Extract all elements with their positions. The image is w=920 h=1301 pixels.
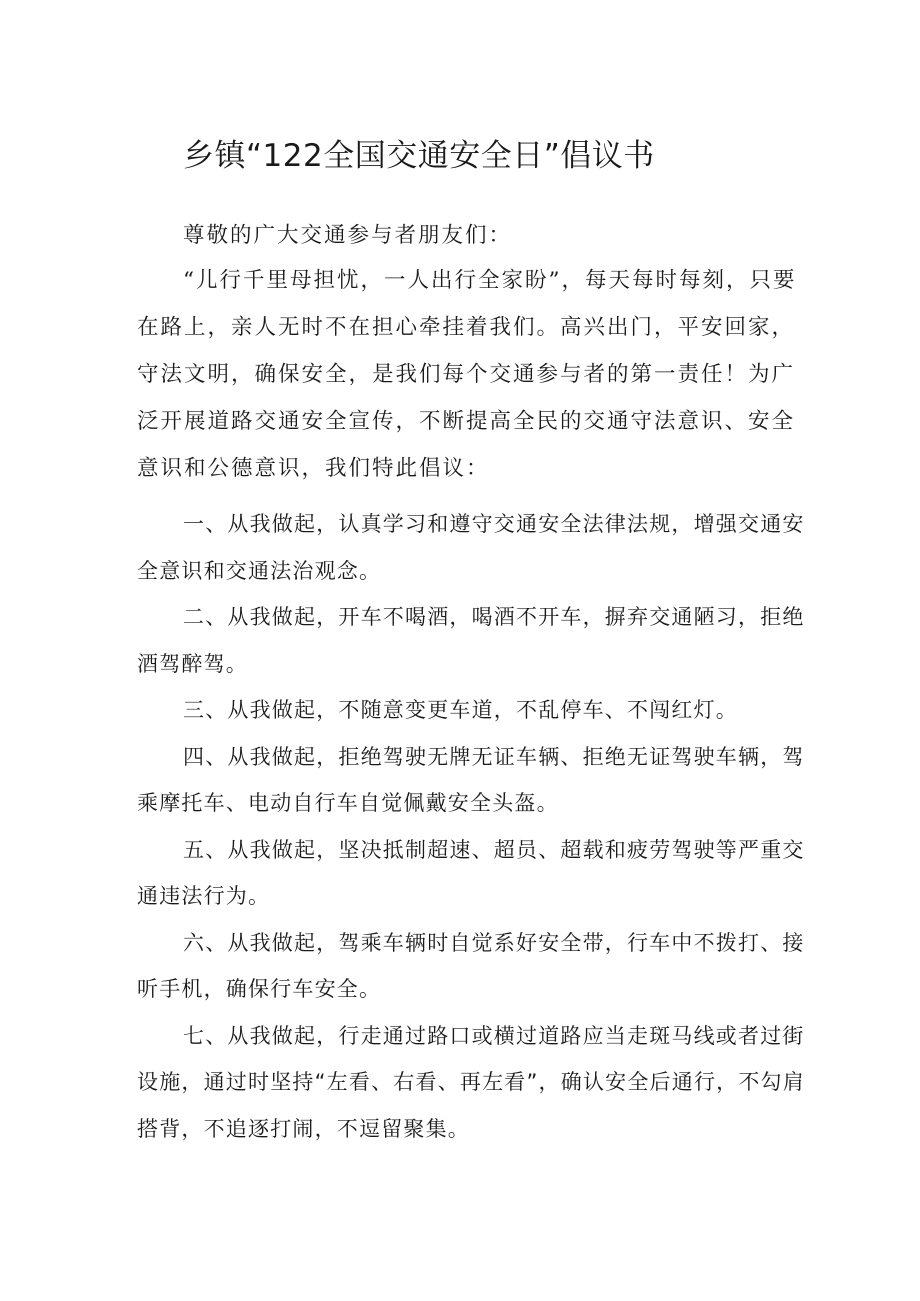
proposal-item-7: 七、从我做起，行走通过路口或横过道路应当走斑马线或者过街设施，通过时坚持“左看、右看、再左看”，确认安全后通行，不勾肩搭背，不追逐打闹，不逗留聚集。 bbox=[137, 1023, 805, 1141]
document-title: 乡镇“122全国交通安全日”倡议书 bbox=[183, 138, 655, 174]
proposal-item-1: 一、从我做起，认真学习和遵守交通安全法律法规，增强交通安全意识和交通法治观念。 bbox=[137, 512, 805, 583]
proposal-item-4: 四、从我做起，拒绝驾驶无牌无证车辆、拒绝无证驾驶车辆，驾乘摩托车、电动自行车自觉佩戴安全头盔。 bbox=[137, 744, 805, 815]
proposal-item-2: 二、从我做起，开车不喝酒，喝酒不开车，摒弃交通陋习，拒绝酒驾醉驾。 bbox=[137, 605, 805, 676]
proposal-item-6: 六、从我做起，驾乘车辆时自觉系好安全带，行车中不拨打、接听手机，确保行车安全。 bbox=[137, 930, 805, 1001]
proposal-item-5: 五、从我做起，坚决抵制超速、超员、超载和疲劳驾驶等严重交通违法行为。 bbox=[137, 837, 805, 908]
greeting: 尊敬的广大交通参与者朋友们： bbox=[183, 223, 513, 248]
intro-paragraph: “儿行千里母担忧，一人出行全家盼”，每天每时每刻，只要在路上，亲人无时不在担心牵挂着我们。高兴出门，平安回家，守法文明，确保安全，是我们每个交通参与者的第一责任！为广泛开展道路交通安全宣传，不断提高全民的交通守法意识、安全意识和公德意识，我们特此倡议： bbox=[137, 268, 797, 481]
intro-section bbox=[137, 257, 797, 492]
proposal-item-3: 三、从我做起，不随意变更车道，不乱停车、不闯红灯。 bbox=[183, 698, 738, 722]
proposal-list bbox=[137, 501, 805, 1152]
